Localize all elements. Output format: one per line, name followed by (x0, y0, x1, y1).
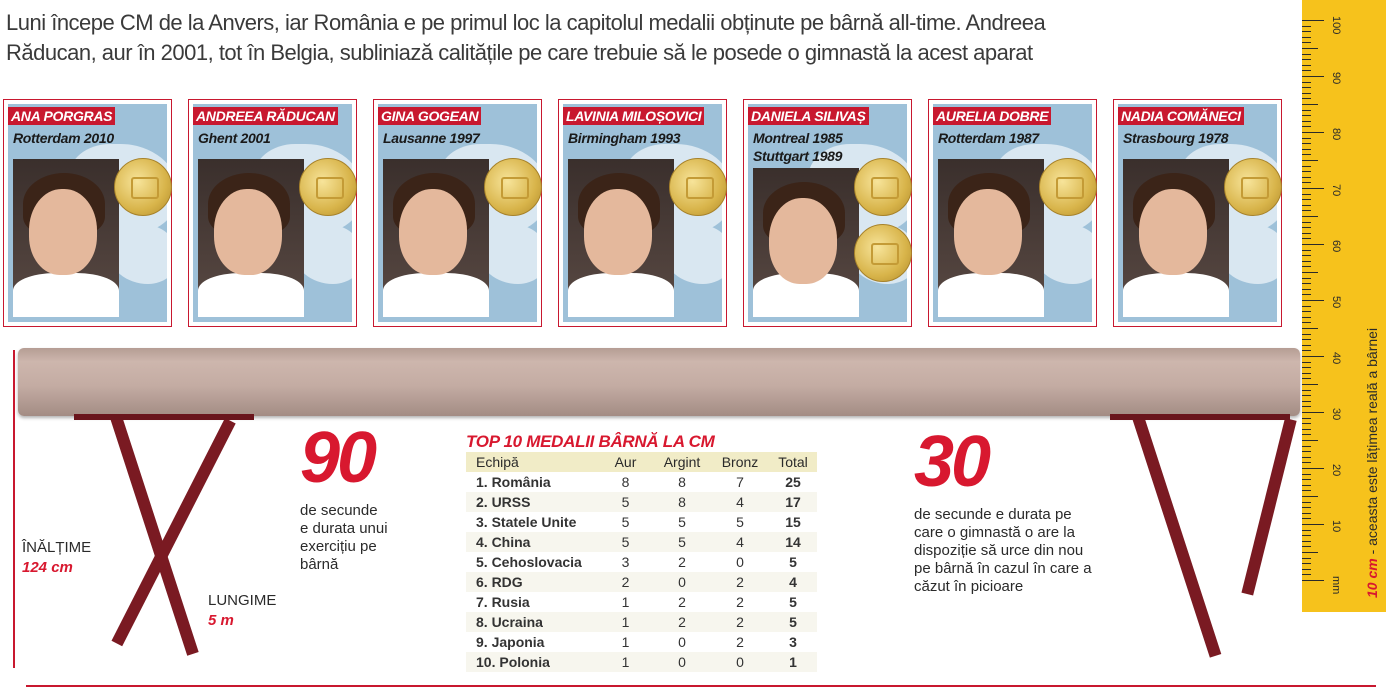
table-row (466, 652, 817, 672)
cell-silver: 8 (653, 492, 711, 512)
ruler-tick (1302, 440, 1318, 441)
ruler-tick (1302, 110, 1311, 111)
stat-left-line: e durata unui (300, 520, 388, 537)
ruler-tick (1302, 530, 1311, 531)
gymnast-event: Montreal 1985 (753, 130, 843, 146)
ruler-tick (1302, 222, 1311, 223)
ruler-tick (1302, 294, 1311, 295)
ruler-tick (1302, 412, 1324, 413)
gymnast-event: Strasbourg 1978 (1123, 130, 1229, 146)
ruler-tick (1302, 373, 1311, 374)
beam-bracket-left (74, 414, 254, 420)
ruler-tick (1302, 306, 1311, 307)
cell-total: 17 (769, 492, 817, 512)
ruler-number: 40 (1330, 352, 1342, 365)
ruler-tick (1302, 261, 1311, 262)
cell-team: 6. RDG (466, 572, 598, 592)
gold-medal-icon (299, 158, 357, 216)
table-row (466, 632, 817, 652)
ruler-tick (1302, 48, 1318, 49)
gold-medal-icon (669, 158, 727, 216)
col-header-team: Echipă (466, 452, 598, 472)
ruler-tick (1302, 160, 1318, 161)
stat-right-line: căzut în picioare (914, 578, 1024, 595)
ruler-tick (1302, 423, 1311, 424)
length-dimension-line (26, 685, 1376, 687)
gymnast-card (743, 99, 912, 327)
ruler-number: 50 (1330, 296, 1342, 309)
ruler-tick (1302, 244, 1324, 245)
gymnast-photo (568, 159, 674, 317)
gymnast-name: NADIA COMĂNECI (1118, 107, 1244, 125)
ruler-number: mm (1330, 576, 1342, 595)
table-row (466, 492, 817, 512)
ruler-tick (1302, 93, 1311, 94)
ruler-tick (1302, 194, 1311, 195)
height-label: ÎNĂLȚIME (22, 539, 92, 556)
ruler-tick (1302, 59, 1311, 60)
cell-bronze: 2 (736, 634, 744, 650)
gymnast-photo (938, 159, 1044, 317)
cell-bronze: 4 (711, 492, 769, 512)
table-row (466, 612, 817, 632)
stat-left-text (300, 502, 388, 574)
cell-team: 4. China (466, 532, 598, 552)
cell-gold: 1 (621, 634, 630, 650)
ruler-tick (1302, 199, 1311, 200)
gymnast-name: ANA PORGRAS (8, 107, 115, 125)
ruler-tick (1302, 462, 1311, 463)
length-label: LUNGIME (208, 592, 277, 609)
cell-silver: 2 (653, 612, 711, 632)
gymnast-photo (13, 159, 119, 317)
ruler-tick (1302, 356, 1324, 357)
length-value: 5 m (208, 612, 234, 629)
ruler-tick (1302, 574, 1311, 575)
cell-gold: 8 (621, 474, 630, 490)
ruler-tick (1302, 457, 1311, 458)
cell-gold: 1 (598, 652, 653, 672)
ruler-tick (1302, 121, 1311, 122)
cell-gold: 3 (621, 554, 630, 570)
ruler-tick (1302, 434, 1311, 435)
gold-medal-icon (854, 158, 912, 216)
ruler-tick (1302, 362, 1311, 363)
ruler-label-width: 10 cm (1364, 558, 1380, 598)
ruler-tick (1302, 255, 1311, 256)
cell-team: 8. Ucraina (466, 612, 598, 632)
ruler-tick (1302, 339, 1311, 340)
ruler-tick (1302, 580, 1324, 581)
intro-line-1: Luni începe CM de la Anvers, iar România e pe primul loc la capitolul medalii obținute pe bârnă all-time. Andreea (6, 10, 1046, 35)
cell-team: 5. Cehoslovacia (476, 554, 582, 570)
cell-team: 3. Statele Unite (476, 514, 577, 530)
ruler-tick (1302, 76, 1324, 77)
cell-total: 1 (769, 652, 817, 672)
gymnast-event: Lausanne 1997 (383, 130, 480, 146)
ruler-tick (1302, 446, 1311, 447)
cell-team: 9. Japonia (476, 634, 545, 650)
cell-silver: 5 (678, 514, 686, 530)
ruler-tick (1302, 233, 1311, 234)
table-row (466, 552, 817, 572)
stat-left-line: exercițiu pe (300, 538, 377, 555)
ruler-tick (1302, 429, 1311, 430)
ruler-tick (1302, 154, 1311, 155)
cell-team: 7. Rusia (476, 594, 530, 610)
gymnast-photo (1123, 159, 1229, 317)
cell-bronze: 0 (736, 554, 744, 570)
col-header-total: Total (769, 452, 817, 472)
ruler-tick (1302, 65, 1311, 66)
ruler-tick (1302, 418, 1311, 419)
ruler-tick (1302, 171, 1311, 172)
cell-total: 5 (789, 554, 797, 570)
stat-right-line: dispoziție să urce din nou (914, 542, 1084, 559)
stat-right-line: pe bârnă în cazul în care a (914, 560, 1092, 577)
ruler-tick (1302, 569, 1311, 570)
gymnast-card (373, 99, 542, 327)
cell-team: 1. România (476, 474, 551, 490)
intro-line-2: Răducan, aur în 2001, tot în Belgia, subliniază calitățile pe care trebuie să le posede o gimnastă la acest aparat (6, 40, 1033, 65)
cell-team: 10. Polonia (466, 652, 598, 672)
gymnast-event: Rotterdam 2010 (13, 130, 114, 146)
ruler-number: 70 (1330, 184, 1342, 197)
table-row (466, 572, 817, 592)
ruler-tick (1302, 406, 1311, 407)
ruler-number: 10 (1330, 520, 1342, 533)
table-row (466, 592, 817, 612)
cell-gold: 1 (598, 612, 653, 632)
ruler-tick (1302, 115, 1311, 116)
ruler-tick (1302, 26, 1311, 27)
ruler-tick (1302, 177, 1311, 178)
ruler-tick (1302, 558, 1311, 559)
ruler-tick (1302, 98, 1311, 99)
gymnast-name: AURELIA DOBRE (933, 107, 1051, 125)
ruler-number: 20 (1330, 464, 1342, 477)
table-body (466, 472, 817, 672)
ruler-tick (1302, 126, 1311, 127)
stat-left-value: 90 (300, 418, 375, 498)
col-header-gold: Aur (598, 452, 653, 472)
cell-bronze: 5 (736, 514, 744, 530)
gymnast-name: LAVINIA MILOȘOVICI (563, 107, 704, 125)
ruler-tick (1302, 507, 1311, 508)
gold-medal-icon (1039, 158, 1097, 216)
height-dimension-line (13, 350, 15, 668)
gymnast-photo (753, 168, 859, 317)
ruler-tick (1302, 468, 1324, 469)
ruler-label (1364, 328, 1380, 598)
ruler-tick (1302, 31, 1311, 32)
stat-right-value: 30 (914, 422, 989, 502)
beam-bracket-right (1110, 414, 1290, 420)
cell-silver: 2 (678, 594, 686, 610)
ruler-tick (1302, 132, 1324, 133)
ruler-tick (1302, 104, 1318, 105)
ruler-number: 80 (1330, 128, 1342, 141)
cell-bronze: 7 (736, 474, 744, 490)
ruler-number: 90 (1330, 72, 1342, 85)
gymnast-card (928, 99, 1097, 327)
ruler-tick (1302, 238, 1311, 239)
ruler-tick (1302, 328, 1318, 329)
ruler-tick (1302, 535, 1311, 536)
ruler-tick (1302, 272, 1318, 273)
gold-medal-icon (114, 158, 172, 216)
table-header-row (466, 452, 817, 472)
ruler-tick (1302, 182, 1311, 183)
col-header-bronze: Bronz (711, 452, 769, 472)
ruler-tick (1302, 317, 1311, 318)
gold-medal-icon (1224, 158, 1282, 216)
ruler-tick (1302, 20, 1324, 21)
cell-silver: 8 (678, 474, 686, 490)
ruler-tick (1302, 479, 1311, 480)
ruler-tick (1302, 149, 1311, 150)
ruler-tick (1302, 138, 1311, 139)
ruler-tick (1302, 401, 1311, 402)
height-value: 124 cm (22, 559, 73, 576)
beam-leg-right-back (1241, 418, 1296, 596)
gymnast-photo (383, 159, 489, 317)
cell-gold: 5 (621, 514, 630, 530)
ruler-tick (1302, 513, 1311, 514)
cell-gold: 5 (598, 492, 653, 512)
cell-total: 3 (789, 634, 797, 650)
medal-table (466, 452, 817, 672)
ruler-tick (1302, 188, 1324, 189)
cell-total: 15 (785, 514, 801, 530)
gymnast-name: ANDREEA RĂDUCAN (193, 107, 338, 125)
intro-text (6, 8, 1296, 68)
cell-total: 4 (769, 572, 817, 592)
ruler-tick (1302, 54, 1311, 55)
ruler-tick (1302, 278, 1311, 279)
ruler-tick (1302, 87, 1311, 88)
cell-total: 5 (769, 612, 817, 632)
ruler-tick (1302, 42, 1311, 43)
beam-leg-right-front (1132, 414, 1221, 657)
stat-right-line: care o gimnastă o are la (914, 524, 1075, 541)
cell-silver: 5 (653, 532, 711, 552)
ruler-number: 30 (1330, 408, 1342, 421)
ruler-tick (1302, 474, 1311, 475)
cell-silver: 0 (653, 572, 711, 592)
ruler-tick (1302, 322, 1311, 323)
cell-gold: 5 (598, 532, 653, 552)
ruler-tick (1302, 541, 1311, 542)
table-row (466, 472, 817, 492)
ruler-tick (1302, 143, 1311, 144)
cell-gold: 1 (621, 594, 630, 610)
ruler-tick (1302, 210, 1311, 211)
ruler-tick (1302, 384, 1318, 385)
gymnast-card (1113, 99, 1282, 327)
cell-bronze: 0 (711, 652, 769, 672)
gymnast-card (558, 99, 727, 327)
gymnast-photo (198, 159, 304, 317)
cell-bronze: 4 (711, 532, 769, 552)
ruler-tick (1302, 552, 1318, 553)
ruler-tick (1302, 367, 1311, 368)
ruler-tick (1302, 451, 1311, 452)
ruler-tick (1302, 485, 1311, 486)
cell-silver: 0 (653, 652, 711, 672)
gymnast-name: GINA GOGEAN (378, 107, 481, 125)
ruler-tick (1302, 546, 1311, 547)
gymnast-name: DANIELA SILIVAȘ (748, 107, 869, 125)
ruler-tick (1302, 266, 1311, 267)
ruler-tick (1302, 563, 1311, 564)
ruler-tick (1302, 496, 1318, 497)
ruler-tick (1302, 350, 1311, 351)
gymnast-event: Birmingham 1993 (568, 130, 681, 146)
stat-right-text (914, 506, 1092, 596)
ruler-tick (1302, 311, 1311, 312)
gymnast-event: Ghent 2001 (198, 130, 271, 146)
ruler-tick (1302, 490, 1311, 491)
gymnast-card (188, 99, 357, 327)
gymnast-event: Rotterdam 1987 (938, 130, 1039, 146)
ruler-tick (1302, 345, 1311, 346)
cell-bronze: 2 (711, 612, 769, 632)
gymnast-event-2: Stuttgart 1989 (753, 148, 843, 164)
cell-total: 14 (769, 532, 817, 552)
ruler-tick (1302, 283, 1311, 284)
ruler-tick (1302, 390, 1311, 391)
cell-total: 25 (785, 474, 801, 490)
ruler-number: 60 (1330, 240, 1342, 253)
cell-gold: 2 (598, 572, 653, 592)
ruler-tick (1302, 227, 1311, 228)
ruler-tick (1302, 216, 1318, 217)
cell-silver: 2 (678, 554, 686, 570)
ruler-tick (1302, 334, 1311, 335)
col-header-silver: Argint (653, 452, 711, 472)
stat-left-line: bârnă (300, 556, 339, 573)
ruler-tick (1302, 300, 1324, 301)
ruler-tick (1302, 518, 1311, 519)
stat-right-line: de secunde e durata pe (914, 506, 1072, 523)
table-row (466, 532, 817, 552)
ruler-tick (1302, 502, 1311, 503)
cell-silver: 0 (678, 634, 686, 650)
ruler-tick (1302, 82, 1311, 83)
balance-beam (18, 348, 1300, 416)
ruler-number: 100 (1330, 16, 1342, 35)
cell-bronze: 2 (736, 594, 744, 610)
table-row (466, 512, 817, 532)
ruler-tick (1302, 378, 1311, 379)
ruler-label-text: - aceasta este lățimea reală a bârnei (1364, 327, 1380, 559)
table-title: TOP 10 MEDALII BÂRNĂ LA CM (466, 432, 715, 451)
gold-medal-icon (854, 224, 912, 282)
ruler-tick (1302, 37, 1311, 38)
ruler-tick (1302, 166, 1311, 167)
ruler-tick (1302, 205, 1311, 206)
ruler-tick (1302, 524, 1324, 525)
ruler-tick (1302, 289, 1311, 290)
cell-team: 2. URSS (466, 492, 598, 512)
cell-bronze: 2 (711, 572, 769, 592)
ruler-tick (1302, 395, 1311, 396)
cell-total: 5 (789, 594, 797, 610)
gymnast-card (3, 99, 172, 327)
ruler-tick (1302, 70, 1311, 71)
gold-medal-icon (484, 158, 542, 216)
ruler-tick (1302, 250, 1311, 251)
stat-left-line: de secunde (300, 502, 378, 519)
